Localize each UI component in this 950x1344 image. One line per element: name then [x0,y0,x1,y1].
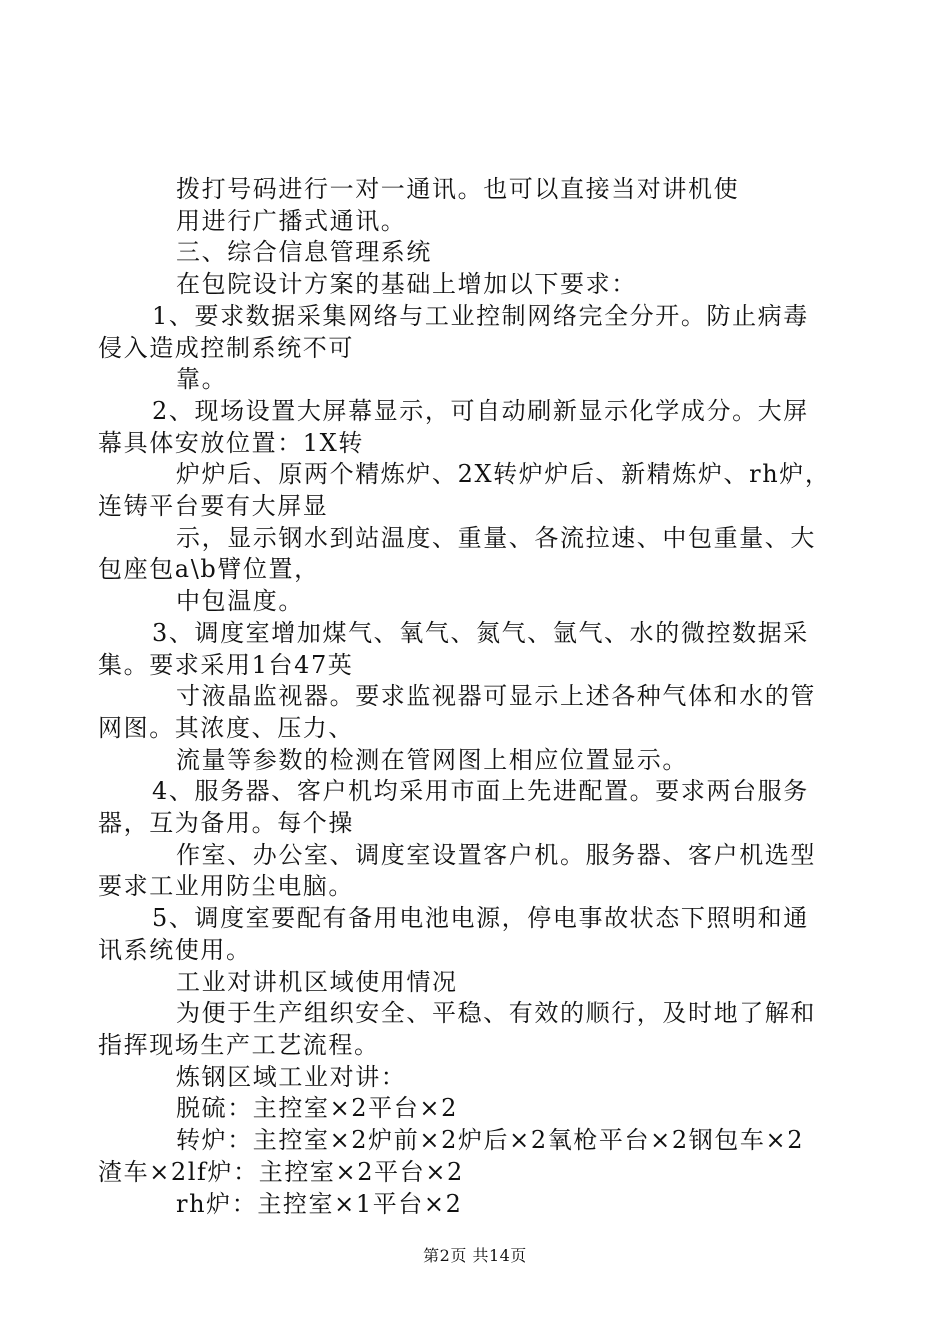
text-line: 要求工业用防尘电脑。 [98,872,354,901]
text-line: 器，互为备用。每个操 [98,809,354,838]
text-line: 连铸平台要有大屏显 [98,492,329,521]
text-line: rh炉：主控室×1平台×2 [176,1189,463,1218]
text-line: 2、现场设置大屏幕显示，可自动刷新显示化学成分。大屏 [152,396,809,425]
text-line: 拨打号码进行一对一通讯。也可以直接当对讲机使 [176,175,740,203]
text-line: 用进行广播式通讯。 [176,206,407,235]
text-line: 侵入造成控制系统不可 [98,333,354,362]
document-body [98,174,836,1220]
text-line: 中包温度。 [176,587,304,616]
text-line: 靠。 [176,365,228,394]
text-line: 讯系统使用。 [98,935,252,964]
text-line: 渣车×2lf炉：主控室×2平台×2 [98,1157,464,1186]
text-line: 寸液晶监视器。要求监视器可显示上述各种气体和水的管 [176,682,816,711]
text-line: 为便于生产组织安全、平稳、有效的顺行，及时地了解和 [176,999,816,1028]
text-line: 脱硫：主控室×2平台×2 [176,1094,458,1123]
text-line: 网图。其浓度、压力、 [98,713,354,742]
text-line: 流量等参数的检测在管网图上相应位置显示。 [176,745,688,774]
text-line: 3、调度室增加煤气、氧气、氮气、氩气、水的微控数据采 [152,618,809,647]
text-line: 集。要求采用1台47英 [98,650,354,679]
section-heading: 工业对讲机区域使用情况 [176,967,458,996]
text-line: 1、要求数据采集网络与工业控制网络完全分开。防止病毒 [152,301,809,330]
text-line: 在包院设计方案的基础上增加以下要求： [176,270,637,299]
text-line: 示，显示钢水到站温度、重量、各流拉速、中包重量、大 [176,523,816,552]
text-line: 指挥现场生产工艺流程。 [98,1030,380,1059]
text-line: 幕具体安放位置：1X转 [98,428,364,457]
page-number-footer: 第2页 共14页 [423,1246,527,1265]
text-line: 4、服务器、客户机均采用市面上先进配置。要求两台服务 [152,777,809,806]
section-heading: 三、综合信息管理系统 [176,238,432,267]
text-line: 包座包a\b臂位置， [98,555,320,584]
text-line: 5、调度室要配有备用电池电源，停电事故状态下照明和通 [152,904,809,933]
text-line: 转炉：主控室×2炉前×2炉后×2氧枪平台×2钢包车×2 [176,1126,805,1155]
text-line: 炼钢区域工业对讲： [176,1062,407,1091]
text-line: 作室、办公室、调度室设置客户机。服务器、客户机选型 [176,840,816,869]
text-line: 炉炉后、原两个精炼炉、2X转炉炉后、新精炼炉、rh炉， [176,460,831,489]
